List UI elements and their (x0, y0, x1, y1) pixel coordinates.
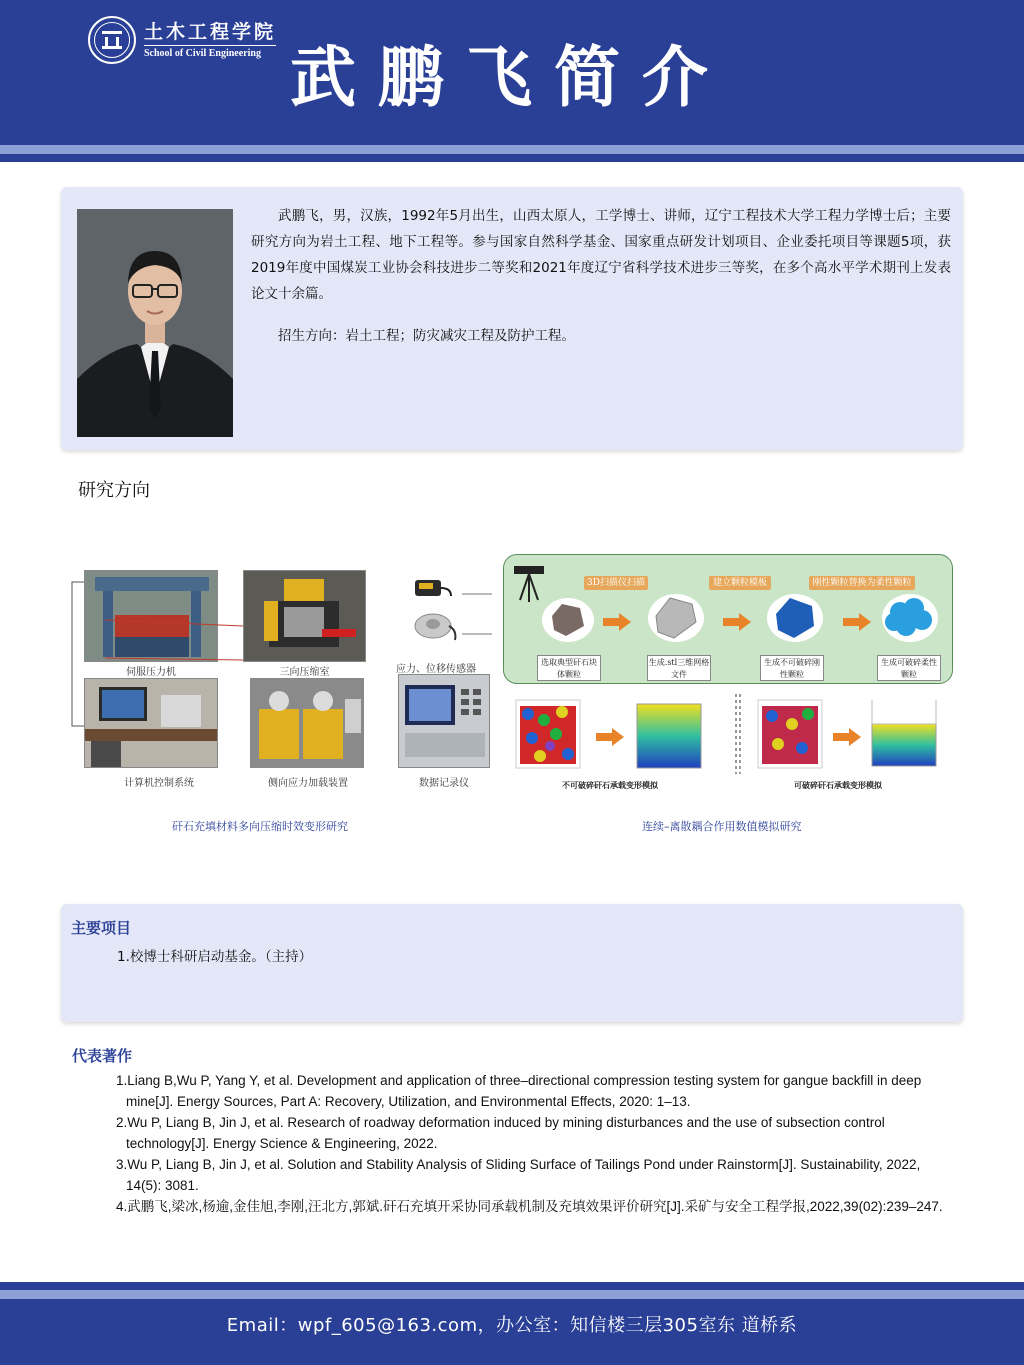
publication-item: 1.Liang B,Wu P, Yang Y, et al. Development and application of three–directional compression testing system for gangue backfill in deep mine[J]. Energy Sources, Part A: Recovery, Utilization, and Environmental Effects, 2020: 1–13. (116, 1073, 922, 1109)
step-box-rigid: 生成不可破碎刚性颗粒 (760, 655, 824, 681)
footer-stripe-light (0, 1290, 1024, 1299)
publication-item: 2.Wu P, Liang B, Jin J, et al. Research of roadway deformation induced by mining disturbances and the use of subsection control technology[J]. Energy Science & Engineering, 2022. (116, 1115, 885, 1151)
particle-images (510, 560, 950, 654)
header-stripe-light (0, 145, 1024, 154)
page-title: 武鹏飞简介 (290, 39, 730, 116)
label-lateral-loader: 侧向应力加载装置 (268, 778, 348, 789)
figure-caption-right: 连续–离散耦合作用数值模拟研究 (642, 820, 802, 833)
label-servo-press: 伺服压力机 (126, 667, 176, 678)
step-tag-template: 建立颗粒模板 (709, 576, 771, 590)
publication-item: 3.Wu P, Liang B, Jin J, et al. Solution and Stability Analysis of Sliding Surface of Tailings Pond under Rainstorm[J]. Sustainability, 2022, 14(5): 3081. (116, 1157, 921, 1193)
figure-caption-left: 矸石充填材料多向压缩时效变形研究 (172, 820, 348, 833)
arrow-icon-3 (843, 613, 871, 631)
publication-item: 4.武鹏飞,梁冰,杨逾,金佳旭,李刚,汪北方,郭斌.矸石充填开采协同承载机制及充填效果评价研究[J].采矿与安全工程学报,2022,39(02):239–247. (116, 1199, 943, 1214)
step-tag-replace: 刚性颗粒替换为柔性颗粒 (809, 576, 915, 590)
bio-card (61, 187, 963, 450)
label-sensors: 应力、位移传感器 (396, 664, 476, 675)
label-recorder: 数据记录仪 (419, 778, 469, 789)
step-box-flexible: 生成可破碎柔性颗粒 (877, 655, 941, 681)
arrow-icon-5 (833, 728, 861, 746)
publications-title: 代表著作 (72, 1047, 133, 1065)
projects-card (61, 904, 963, 1022)
portrait-photo (77, 209, 233, 437)
school-seal-icon (88, 16, 136, 64)
sim-caption-rigid: 不可破碎矸石承载变形模拟 (562, 780, 658, 790)
step-box-stl: 生成.stl三维网格文件 (647, 655, 711, 681)
project-item: 1.校博士科研启动基金。（主持） (117, 949, 313, 965)
step-tag-scan: 3D扫描仪扫描 (584, 576, 648, 590)
scanner-icon (514, 566, 544, 602)
research-title: 研究方向 (78, 480, 150, 501)
label-triaxial-chamber: 三向压缩室 (279, 667, 330, 678)
bio-text: 武鹏飞，男，汉族，1992年5月出生，山西太原人，工学博士、讲师，辽宁工程技术大学工程力学博士后；主要研究方向为岩土工程、地下工程等。参与国家自然科学基金、国家重点研发计划项目、企业委托项目等课题5项，获2019年度中国煤炭工业协会科技进步二等奖和2021年度辽宁省科学技术进步三等奖，在多个高水平学术期刊上发表论文十余篇。 (251, 208, 951, 302)
arrow-icon-2 (723, 613, 751, 631)
projects-title: 主要项目 (71, 919, 132, 937)
label-computer: 计算机控制系统 (124, 778, 194, 789)
recruit-direction: 招生方向：岩土工程；防灾减灾工程及防护工程。 (278, 328, 575, 344)
logo-en: School of Civil Engineering (144, 45, 276, 59)
footer-stripe-dark (0, 1282, 1024, 1290)
simulation-results (510, 694, 956, 776)
logo-cn: 土木工程学院 (144, 21, 277, 43)
header-stripe-dark (0, 154, 1024, 162)
step-box-select: 选取典型矸石块体颗粒 (537, 655, 601, 681)
sim-caption-flexible: 可破碎矸石承载变形模拟 (794, 780, 882, 790)
footer-contact: Email：wpf_605@163.com，办公室：知信楼三层305室东 道桥系 (226, 1315, 798, 1336)
arrow-icon-1 (603, 613, 631, 631)
school-logo (88, 16, 276, 64)
publication-list (116, 1070, 952, 1217)
arrow-icon-4 (596, 728, 624, 746)
